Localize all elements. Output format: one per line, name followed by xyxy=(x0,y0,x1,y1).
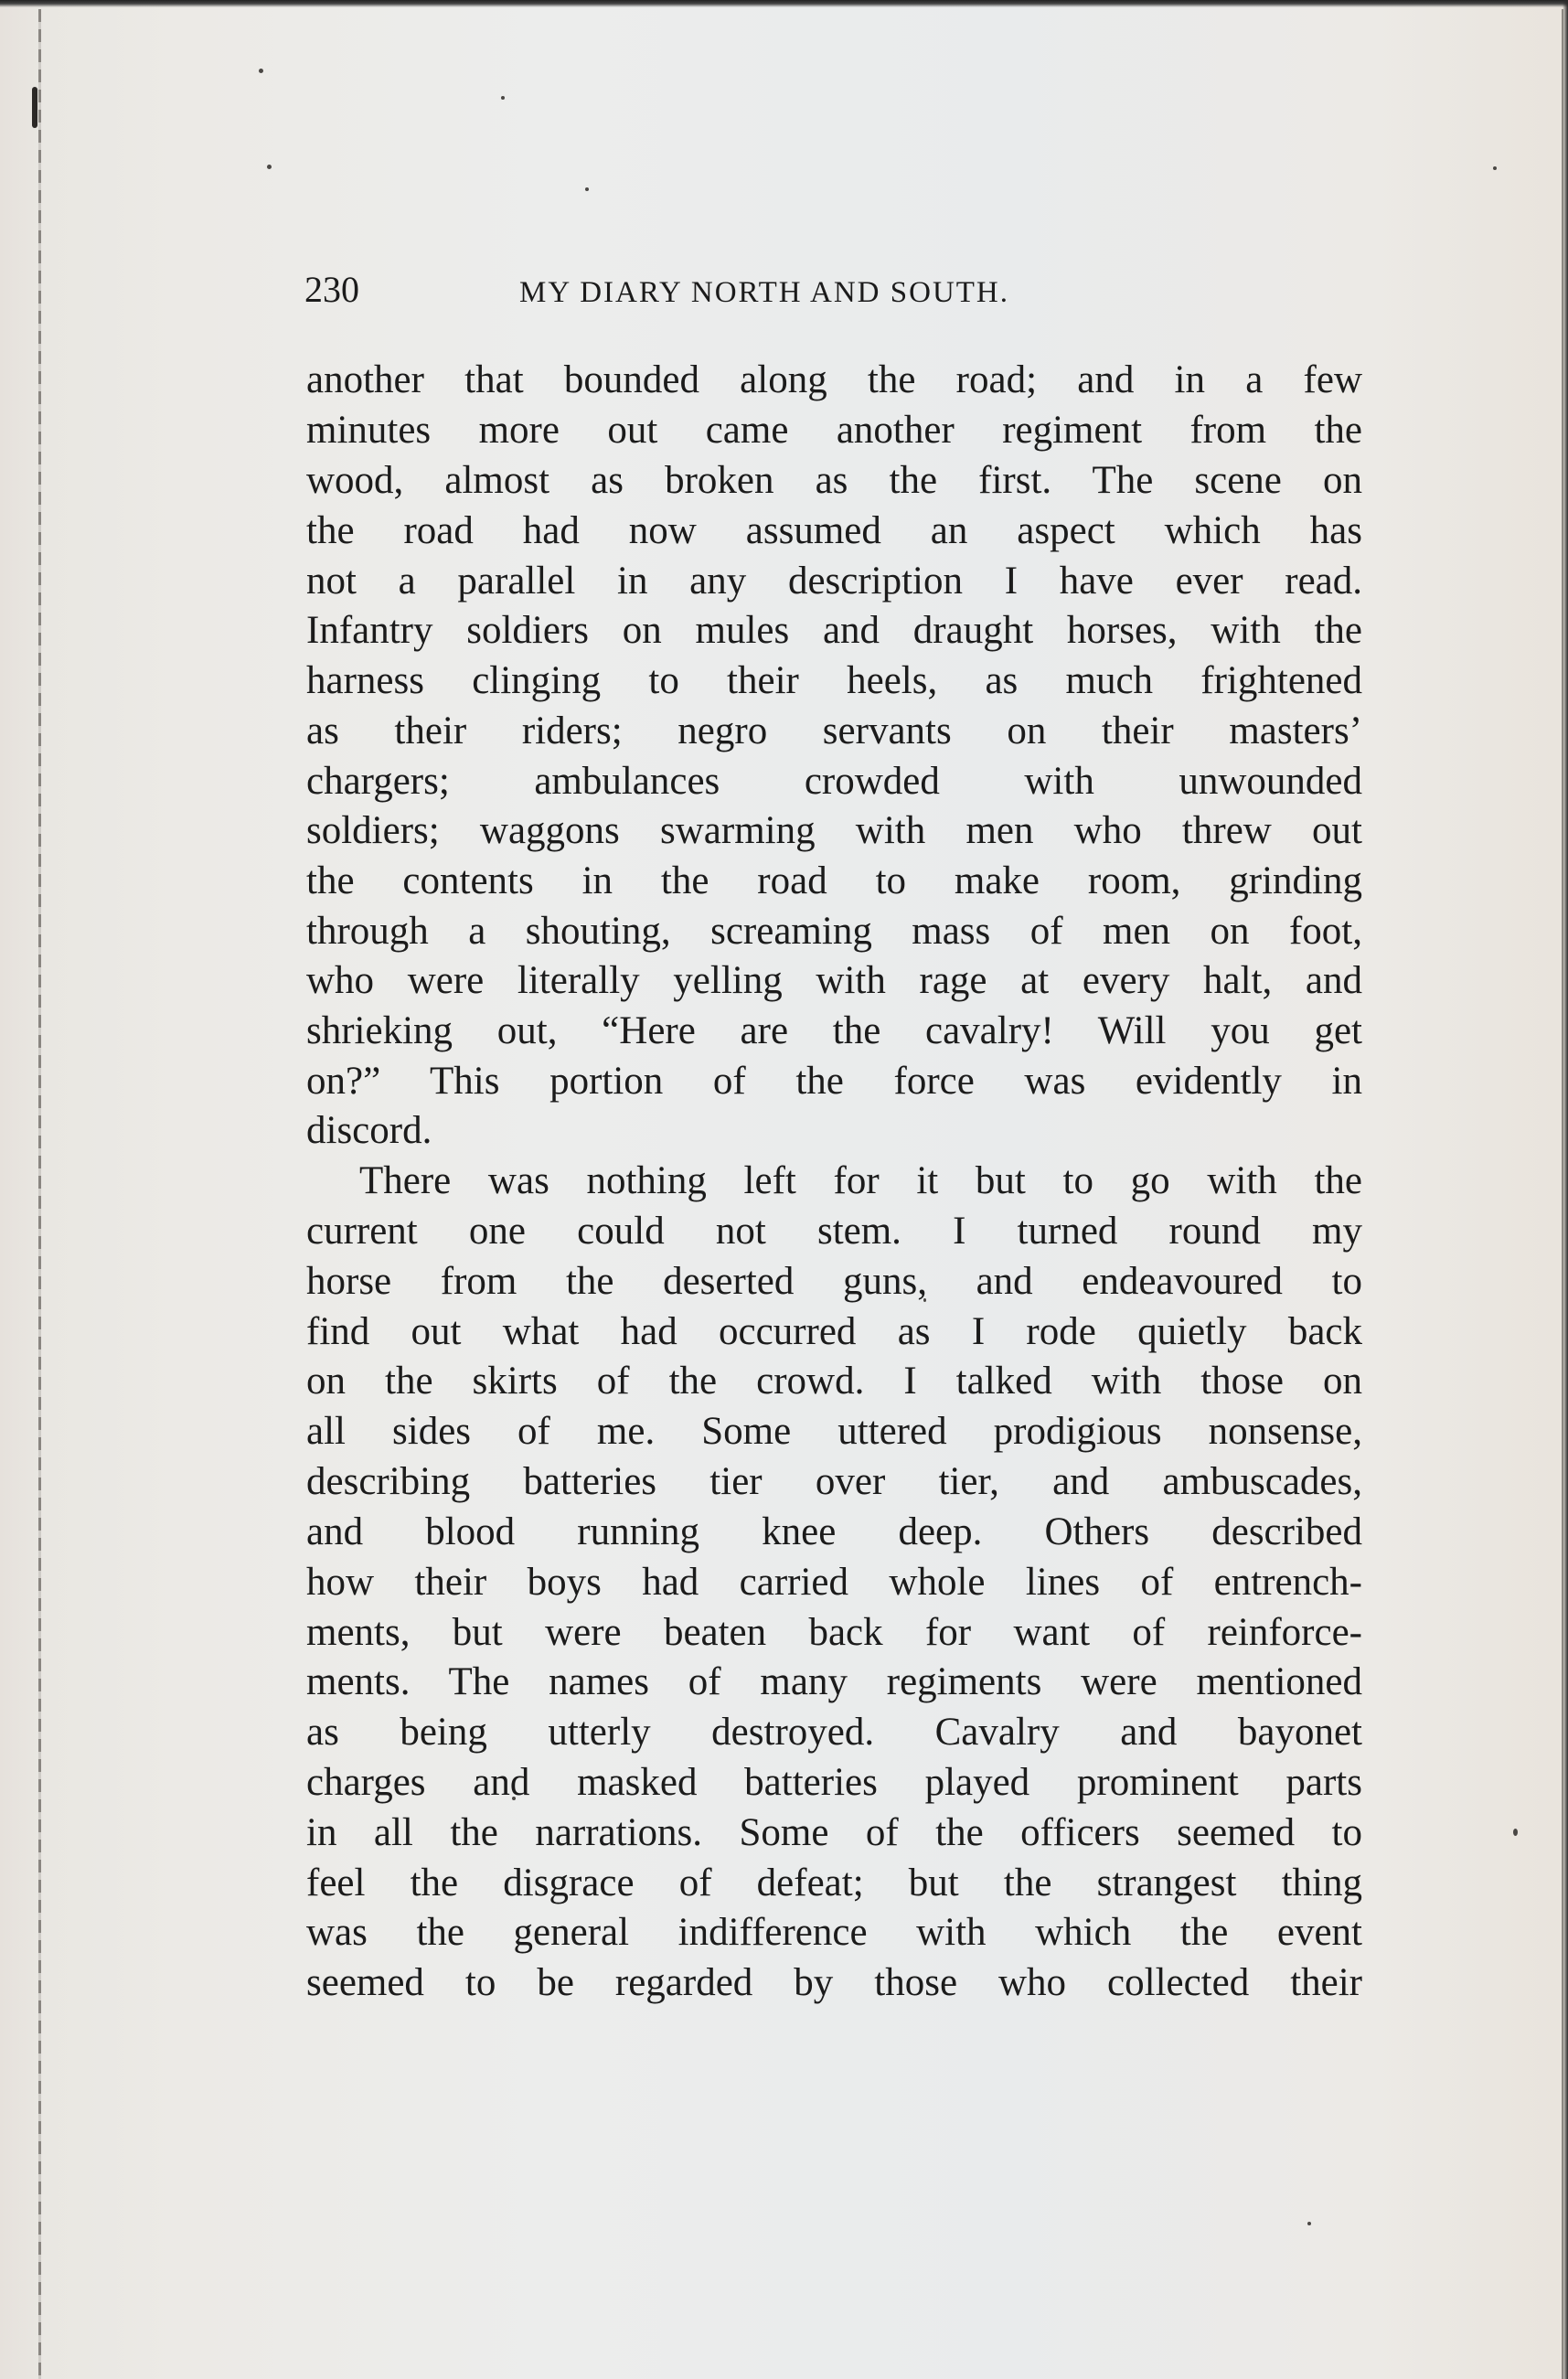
text-line: and blood running knee deep. Others described xyxy=(306,1510,1362,1553)
text-line: shrieking out, “Here are the cavalry! Will you get xyxy=(306,1009,1362,1052)
text-line: find out what had occurred as I rode quietly back xyxy=(306,1310,1362,1353)
running-head: MY DIARY NORTH AND SOUTH. xyxy=(519,276,1010,309)
text-line: There was nothing left for it but to go with the xyxy=(359,1159,1362,1202)
text-line: on the skirts of the crowd. I talked with those on xyxy=(306,1360,1362,1403)
paper-speck xyxy=(1307,2222,1311,2225)
text-line: another that bounded along the road; and in a few xyxy=(306,358,1362,401)
text-line: the contents in the road to make room, grinding xyxy=(306,859,1362,902)
text-line: who were literally yelling with rage at every halt, and xyxy=(306,959,1362,1002)
paper-speck xyxy=(259,69,263,73)
text-line: through a shouting, screaming mass of men on foot, xyxy=(306,910,1362,953)
text-line: ments, but were beaten back for want of reinforce- xyxy=(306,1611,1362,1654)
text-line: charges and masked batteries played prominent parts xyxy=(306,1761,1362,1804)
text-line: ments. The names of many regiments were mentioned xyxy=(306,1660,1362,1703)
paper-speck xyxy=(1493,166,1497,170)
text-line: horse from the deserted guns, and endeavoured to xyxy=(306,1260,1362,1303)
binding-gutter-line xyxy=(38,9,41,2379)
text-line: chargers; ambulances crowded with unwounded xyxy=(306,760,1362,803)
text-line: soldiers; waggons swarming with men who threw out xyxy=(306,809,1362,852)
text-line: in all the narrations. Some of the officers seemed to xyxy=(306,1811,1362,1854)
text-line: wood, almost as broken as the first. The scene on xyxy=(306,459,1362,502)
text-line: not a parallel in any description I have ever read. xyxy=(306,560,1362,603)
text-line: discord. xyxy=(306,1109,432,1152)
text-line: the road had now assumed an aspect which has xyxy=(306,509,1362,552)
paper-speck xyxy=(585,187,589,191)
text-line: Infantry soldiers on mules and draught horses, with the xyxy=(306,609,1362,652)
text-line: harness clinging to their heels, as much frightened xyxy=(306,659,1362,702)
page-top-edge-shadow xyxy=(0,0,1568,7)
text-line: all sides of me. Some uttered prodigious nonsense, xyxy=(306,1410,1362,1453)
text-line: describing batteries tier over tier, and ambuscades, xyxy=(306,1460,1362,1503)
paper-speck xyxy=(1513,1829,1518,1836)
text-line: current one could not stem. I turned round my xyxy=(306,1210,1362,1253)
text-line: feel the disgrace of defeat; but the strangest thing xyxy=(306,1862,1362,1904)
text-line: was the general indifference with which the event xyxy=(306,1911,1362,1954)
text-line: as their riders; negro servants on their masters’ xyxy=(306,709,1362,752)
page-right-edge-line xyxy=(1562,9,1563,2379)
text-line: how their boys had carried whole lines of entrench- xyxy=(306,1561,1362,1604)
binding-mark xyxy=(32,87,37,128)
text-line: on?” This portion of the force was evidently in xyxy=(306,1060,1362,1103)
text-line: as being utterly destroyed. Cavalry and bayonet xyxy=(306,1711,1362,1754)
paper-speck xyxy=(501,96,505,100)
paper-speck xyxy=(267,165,272,169)
text-line: seemed to be regarded by those who collected their xyxy=(306,1961,1362,2004)
page-number: 230 xyxy=(304,269,359,310)
text-line: minutes more out came another regiment from the xyxy=(306,409,1362,452)
